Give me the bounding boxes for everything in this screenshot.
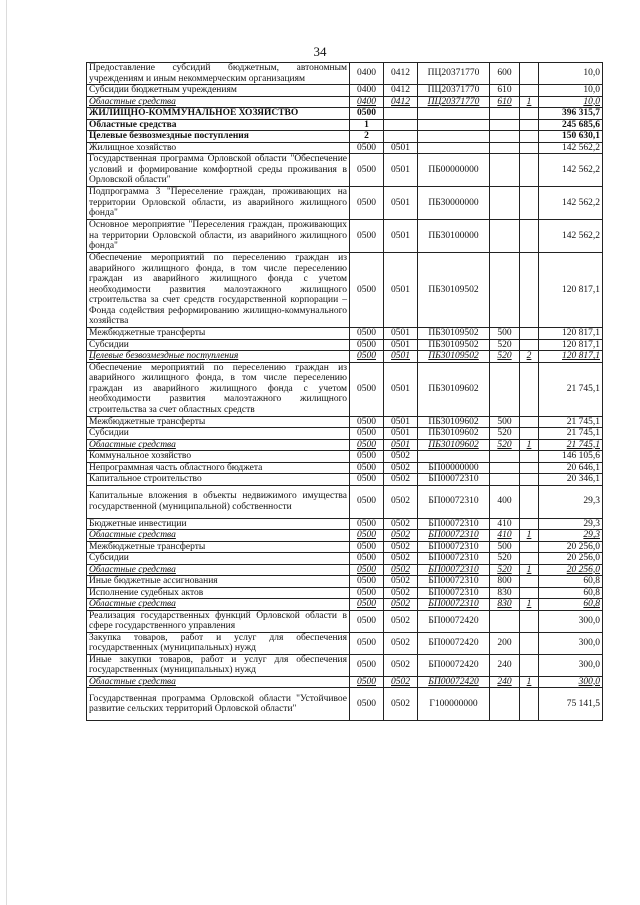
row-section-code: 0500 (350, 654, 384, 676)
page-number: 34 (313, 44, 327, 59)
row-expense-type: 410 (490, 518, 520, 530)
row-section-code: 0500 (350, 351, 384, 363)
row-funding-source: 1 (520, 96, 539, 108)
row-name: Исполнение судебных актов (87, 587, 350, 599)
row-name: Целевые безвозмездные поступления (87, 351, 350, 363)
row-amount: 10,0 (539, 96, 603, 108)
row-target-article: БП00072420 (418, 632, 490, 654)
row-name: Областные средства (87, 119, 350, 131)
table-row (87, 131, 603, 143)
row-subsection-code: 0501 (384, 416, 418, 428)
row-amount: 150 630,1 (539, 131, 603, 143)
row-name: Обеспечение мероприятий по переселению граждан из аварийного жилищного фонда, в том числе переселению граждан из аварийного жилищного фонда с учетом необходимости развития малоэтажного жилищного строительства за счет областных средств (87, 362, 350, 416)
row-target-article: БП00072310 (418, 599, 490, 611)
row-subsection-code: 0502 (384, 530, 418, 542)
row-expense-type (490, 187, 520, 220)
table-row (87, 96, 603, 108)
row-name: Жилищное хозяйство (87, 142, 350, 154)
row-subsection-code: 0501 (384, 439, 418, 451)
row-funding-source: 1 (520, 439, 539, 451)
row-section-code: 0400 (350, 85, 384, 97)
row-subsection-code: 0502 (384, 474, 418, 486)
table-row (87, 428, 603, 440)
row-subsection-code (384, 119, 418, 131)
row-expense-type: 240 (490, 654, 520, 676)
row-funding-source (520, 553, 539, 565)
row-subsection-code: 0502 (384, 576, 418, 588)
row-funding-source (520, 220, 539, 253)
row-section-code: 0500 (350, 518, 384, 530)
row-amount: 142 562,2 (539, 142, 603, 154)
row-amount: 300,0 (539, 676, 603, 688)
row-amount: 300,0 (539, 632, 603, 654)
row-target-article: БП00072310 (418, 541, 490, 553)
row-expense-type: 200 (490, 632, 520, 654)
row-expense-type (490, 451, 520, 463)
row-name: ЖИЛИЩНО-КОММУНАЛЬНОЕ ХОЗЯЙСТВО (87, 108, 350, 120)
row-amount: 21 745,1 (539, 416, 603, 428)
row-expense-type: 600 (490, 63, 520, 85)
table-row (87, 187, 603, 220)
row-section-code: 0500 (350, 541, 384, 553)
row-amount: 29,3 (539, 485, 603, 518)
row-name: Межбюджетные трансферты (87, 328, 350, 340)
row-amount: 29,3 (539, 518, 603, 530)
row-section-code: 0500 (350, 328, 384, 340)
row-section-code: 0500 (350, 339, 384, 351)
row-funding-source (520, 119, 539, 131)
row-name: Областные средства (87, 530, 350, 542)
row-funding-source (520, 416, 539, 428)
row-amount: 20 256,0 (539, 564, 603, 576)
table-row (87, 63, 603, 85)
row-funding-source (520, 108, 539, 120)
table-row (87, 351, 603, 363)
table-row (87, 253, 603, 328)
row-funding-source (520, 654, 539, 676)
row-name: Подпрограмма 3 "Переселение граждан, проживающих на территории Орловской области, из аварийного жилищного фонда" (87, 187, 350, 220)
table-row (87, 154, 603, 187)
row-funding-source (520, 541, 539, 553)
row-subsection-code (384, 131, 418, 143)
row-funding-source (520, 428, 539, 440)
row-section-code: 0500 (350, 154, 384, 187)
row-name: Государственная программа Орловской области "Устойчивое развитие сельских территорий Орловской области" (87, 688, 350, 721)
row-subsection-code: 0502 (384, 688, 418, 721)
row-section-code: 0500 (350, 416, 384, 428)
row-expense-type (490, 474, 520, 486)
row-target-article: ПБ30109502 (418, 328, 490, 340)
row-subsection-code: 0502 (384, 541, 418, 553)
row-section-code: 0500 (350, 439, 384, 451)
row-target-article: БП00072310 (418, 485, 490, 518)
row-target-article: ПЦ20371770 (418, 63, 490, 85)
row-subsection-code: 0502 (384, 553, 418, 565)
table-row (87, 142, 603, 154)
row-target-article: ПЦ20371770 (418, 96, 490, 108)
row-name: Бюджетные инвестиции (87, 518, 350, 530)
table-row (87, 485, 603, 518)
table-row (87, 462, 603, 474)
row-expense-type (490, 688, 520, 721)
row-amount: 60,8 (539, 576, 603, 588)
row-name: Предоставление субсидий бюджетным, автономным учреждениям и иным некоммерческим организациям (87, 63, 350, 85)
row-name: Межбюджетные трансферты (87, 416, 350, 428)
row-expense-type: 500 (490, 541, 520, 553)
row-name: Реализация государственных функций Орловской области в сфере государственного управления (87, 610, 350, 632)
row-subsection-code: 0502 (384, 599, 418, 611)
row-amount: 10,0 (539, 63, 603, 85)
row-amount: 146 105,6 (539, 451, 603, 463)
row-target-article (418, 119, 490, 131)
row-subsection-code: 0501 (384, 142, 418, 154)
row-name: Основное мероприятие "Переселения граждан, проживающих на территории Орловской области, из аварийного жилищного фонда" (87, 220, 350, 253)
row-section-code: 0500 (350, 553, 384, 565)
row-subsection-code: 0412 (384, 96, 418, 108)
budget-table-body (87, 63, 603, 721)
row-name: Капитальное строительство (87, 474, 350, 486)
row-section-code: 0500 (350, 632, 384, 654)
row-expense-type: 240 (490, 676, 520, 688)
row-subsection-code: 0502 (384, 632, 418, 654)
table-row (87, 439, 603, 451)
row-expense-type (490, 220, 520, 253)
table-row (87, 541, 603, 553)
row-expense-type (490, 142, 520, 154)
row-section-code: 0500 (350, 610, 384, 632)
row-expense-type: 520 (490, 564, 520, 576)
row-name: Межбюджетные трансферты (87, 541, 350, 553)
row-amount: 60,8 (539, 587, 603, 599)
row-amount: 245 685,6 (539, 119, 603, 131)
table-row (87, 654, 603, 676)
row-name: Государственная программа Орловской области "Обеспечение условий и формирование комфортной среды проживания в Орловской области" (87, 154, 350, 187)
row-name: Капитальные вложения в объекты недвижимого имущества государственной (муниципальной) собственности (87, 485, 350, 518)
row-section-code: 0400 (350, 63, 384, 85)
row-target-article: БП00072310 (418, 553, 490, 565)
row-section-code: 0500 (350, 142, 384, 154)
row-funding-source (520, 632, 539, 654)
row-expense-type (490, 253, 520, 328)
row-funding-source (520, 154, 539, 187)
row-section-code: 0500 (350, 530, 384, 542)
row-name: Областные средства (87, 564, 350, 576)
row-subsection-code: 0501 (384, 154, 418, 187)
row-name: Областные средства (87, 676, 350, 688)
row-expense-type: 520 (490, 351, 520, 363)
row-target-article (418, 142, 490, 154)
table-row (87, 688, 603, 721)
row-target-article: БП00072310 (418, 587, 490, 599)
budget-table (86, 62, 603, 721)
row-target-article: БП00072310 (418, 474, 490, 486)
row-funding-source (520, 485, 539, 518)
row-funding-source (520, 451, 539, 463)
row-subsection-code: 0502 (384, 462, 418, 474)
row-amount: 142 562,2 (539, 154, 603, 187)
row-target-article: БП00072420 (418, 610, 490, 632)
row-target-article: ПБ30109502 (418, 253, 490, 328)
table-row (87, 85, 603, 97)
row-amount: 142 562,2 (539, 187, 603, 220)
row-target-article: БП00072310 (418, 564, 490, 576)
row-section-code: 0500 (350, 474, 384, 486)
row-subsection-code: 0412 (384, 63, 418, 85)
row-target-article: ПБ30109602 (418, 439, 490, 451)
row-target-article: Г100000000 (418, 688, 490, 721)
table-row (87, 474, 603, 486)
row-expense-type: 800 (490, 576, 520, 588)
row-expense-type: 830 (490, 599, 520, 611)
row-amount: 75 141,5 (539, 688, 603, 721)
row-target-article (418, 131, 490, 143)
row-name: Целевые безвозмездные поступления (87, 131, 350, 143)
row-amount: 120 817,1 (539, 328, 603, 340)
row-funding-source (520, 610, 539, 632)
row-subsection-code: 0501 (384, 362, 418, 416)
row-amount: 21 745,1 (539, 439, 603, 451)
row-target-article (418, 451, 490, 463)
row-funding-source: 1 (520, 564, 539, 576)
row-name: Субсидии бюджетным учреждениям (87, 85, 350, 97)
row-subsection-code: 0502 (384, 451, 418, 463)
row-target-article: БП00072420 (418, 654, 490, 676)
table-row (87, 339, 603, 351)
row-target-article: ПБ30109502 (418, 351, 490, 363)
row-subsection-code: 0412 (384, 85, 418, 97)
row-subsection-code: 0501 (384, 253, 418, 328)
row-subsection-code: 0502 (384, 518, 418, 530)
row-subsection-code: 0501 (384, 187, 418, 220)
row-expense-type (490, 362, 520, 416)
row-funding-source (520, 688, 539, 721)
row-expense-type: 520 (490, 339, 520, 351)
row-subsection-code: 0502 (384, 654, 418, 676)
row-name: Непрограммная часть областного бюджета (87, 462, 350, 474)
row-name: Субсидии (87, 339, 350, 351)
row-expense-type: 500 (490, 328, 520, 340)
row-amount: 29,3 (539, 530, 603, 542)
row-amount: 21 745,1 (539, 362, 603, 416)
row-expense-type (490, 154, 520, 187)
row-amount: 142 562,2 (539, 220, 603, 253)
row-expense-type: 610 (490, 85, 520, 97)
row-funding-source: 1 (520, 676, 539, 688)
table-row (87, 451, 603, 463)
row-target-article: БП00072310 (418, 518, 490, 530)
row-target-article: БП00072420 (418, 676, 490, 688)
row-expense-type: 400 (490, 485, 520, 518)
row-target-article: БП00072310 (418, 530, 490, 542)
table-row (87, 564, 603, 576)
row-section-code: 0400 (350, 96, 384, 108)
row-section-code: 0500 (350, 576, 384, 588)
row-subsection-code: 0502 (384, 610, 418, 632)
row-name: Субсидии (87, 428, 350, 440)
table-row (87, 576, 603, 588)
row-section-code: 0500 (350, 108, 384, 120)
table-row (87, 530, 603, 542)
row-amount: 60,8 (539, 599, 603, 611)
row-section-code: 0500 (350, 362, 384, 416)
row-subsection-code: 0501 (384, 220, 418, 253)
row-target-article: БП00000000 (418, 462, 490, 474)
row-funding-source: 2 (520, 351, 539, 363)
row-name: Иные бюджетные ассигнования (87, 576, 350, 588)
table-row (87, 610, 603, 632)
row-expense-type (490, 131, 520, 143)
row-section-code: 0500 (350, 428, 384, 440)
row-section-code: 0500 (350, 485, 384, 518)
row-subsection-code: 0501 (384, 351, 418, 363)
row-funding-source: 1 (520, 599, 539, 611)
row-name: Иные закупки товаров, работ и услуг для обеспечения государственных (муниципальных) нужд (87, 654, 350, 676)
row-amount: 10,0 (539, 85, 603, 97)
row-name: Обеспечение мероприятий по переселению граждан из аварийного жилищного фонда, в том числе переселению граждан из аварийного жилищного фонда с учетом необходимости развития малоэтажного жилищного строительства за счет средств государственной корпорации – Фонда содействия реформированию жилищно-коммунального хозяйства (87, 253, 350, 328)
table-row (87, 599, 603, 611)
row-name: Субсидии (87, 553, 350, 565)
row-funding-source (520, 63, 539, 85)
row-expense-type: 610 (490, 96, 520, 108)
row-funding-source: 1 (520, 530, 539, 542)
table-row (87, 587, 603, 599)
row-expense-type (490, 610, 520, 632)
row-target-article: ПЦ20371770 (418, 85, 490, 97)
row-expense-type: 410 (490, 530, 520, 542)
row-amount: 21 745,1 (539, 428, 603, 440)
row-section-code: 0500 (350, 451, 384, 463)
row-funding-source (520, 587, 539, 599)
table-row (87, 553, 603, 565)
row-subsection-code: 0502 (384, 676, 418, 688)
row-section-code: 0500 (350, 688, 384, 721)
row-name: Закупка товаров, работ и услуг для обеспечения государственных (муниципальных) нужд (87, 632, 350, 654)
row-amount: 120 817,1 (539, 253, 603, 328)
row-funding-source (520, 142, 539, 154)
row-name: Областные средства (87, 439, 350, 451)
row-target-article: БП00072310 (418, 576, 490, 588)
table-row (87, 328, 603, 340)
row-section-code: 0500 (350, 253, 384, 328)
row-amount: 20 256,0 (539, 541, 603, 553)
row-expense-type: 520 (490, 553, 520, 565)
row-subsection-code: 0502 (384, 564, 418, 576)
row-subsection-code: 0502 (384, 587, 418, 599)
row-subsection-code: 0501 (384, 428, 418, 440)
row-target-article: ПБ30109602 (418, 362, 490, 416)
row-funding-source (520, 474, 539, 486)
row-subsection-code: 0501 (384, 339, 418, 351)
row-expense-type (490, 119, 520, 131)
row-amount: 20 256,0 (539, 553, 603, 565)
row-amount: 20 346,1 (539, 474, 603, 486)
row-expense-type (490, 108, 520, 120)
row-target-article: ПБ30109602 (418, 416, 490, 428)
row-subsection-code (384, 108, 418, 120)
row-target-article: ПБ00000000 (418, 154, 490, 187)
row-funding-source (520, 362, 539, 416)
row-amount: 20 646,1 (539, 462, 603, 474)
row-section-code: 0500 (350, 599, 384, 611)
table-row (87, 108, 603, 120)
row-name: Областные средства (87, 96, 350, 108)
scan-edge (6, 0, 7, 905)
row-expense-type: 520 (490, 439, 520, 451)
row-amount: 300,0 (539, 654, 603, 676)
row-funding-source (520, 518, 539, 530)
row-funding-source (520, 328, 539, 340)
row-funding-source (520, 576, 539, 588)
table-row (87, 119, 603, 131)
row-name: Коммунальное хозяйство (87, 451, 350, 463)
row-funding-source (520, 187, 539, 220)
row-target-article: ПБ30109602 (418, 428, 490, 440)
table-row (87, 518, 603, 530)
row-section-code: 0500 (350, 587, 384, 599)
row-target-article: ПБ30109502 (418, 339, 490, 351)
row-amount: 396 315,7 (539, 108, 603, 120)
row-section-code: 0500 (350, 676, 384, 688)
table-row (87, 220, 603, 253)
row-section-code: 0500 (350, 564, 384, 576)
row-funding-source (520, 85, 539, 97)
row-funding-source (520, 253, 539, 328)
table-row (87, 416, 603, 428)
row-section-code: 1 (350, 119, 384, 131)
row-subsection-code: 0501 (384, 328, 418, 340)
table-row (87, 362, 603, 416)
row-target-article: ПБ30100000 (418, 220, 490, 253)
row-name: Областные средства (87, 599, 350, 611)
row-funding-source (520, 462, 539, 474)
row-section-code: 2 (350, 131, 384, 143)
row-amount: 120 817,1 (539, 351, 603, 363)
row-expense-type: 830 (490, 587, 520, 599)
row-section-code: 0500 (350, 220, 384, 253)
row-amount: 120 817,1 (539, 339, 603, 351)
table-row (87, 676, 603, 688)
row-expense-type (490, 462, 520, 474)
row-funding-source (520, 131, 539, 143)
table-row (87, 632, 603, 654)
row-section-code: 0500 (350, 187, 384, 220)
row-section-code: 0500 (350, 462, 384, 474)
row-target-article (418, 108, 490, 120)
row-target-article: ПБ30000000 (418, 187, 490, 220)
row-expense-type: 500 (490, 416, 520, 428)
row-amount: 300,0 (539, 610, 603, 632)
row-funding-source (520, 339, 539, 351)
row-subsection-code: 0502 (384, 485, 418, 518)
row-expense-type: 520 (490, 428, 520, 440)
